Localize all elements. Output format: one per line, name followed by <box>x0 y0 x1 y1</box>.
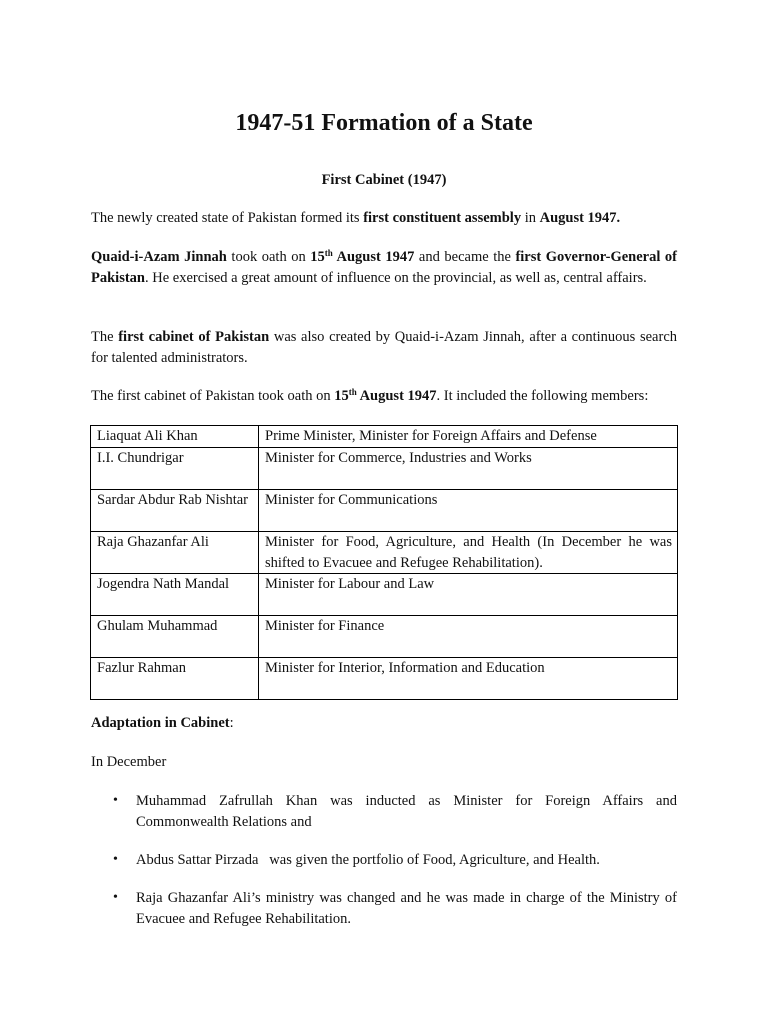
table-row <box>91 426 678 448</box>
member-name-cell: Fazlur Rahman <box>91 658 259 700</box>
member-name-cell: I.I. Chundrigar <box>91 447 259 489</box>
text-run: was also created by Quaid-i-Azam Jinnah, after a continuous search for talented administrators. <box>91 329 678 366</box>
member-portfolio-cell: Minister for Communications <box>259 489 678 531</box>
text-run: The first cabinet of Pakistan took oath on <box>91 388 335 404</box>
member-name-cell: Ghulam Muhammad <box>91 616 259 658</box>
paragraph-cabinet-oath <box>91 386 677 407</box>
member-name-cell: Raja Ghazanfar Ali <box>91 531 259 574</box>
member-name-cell: Sardar Abdur Rab Nishtar <box>91 489 259 531</box>
text-run: and became the <box>414 249 516 265</box>
section-heading-adaptation <box>91 713 677 734</box>
member-portfolio-cell: Minister for Food, Agriculture, and Health (In December he was shifted to Evacuee and Refugee Rehabilitation). <box>259 531 678 574</box>
date-rest: August 1947 <box>356 388 437 404</box>
paragraph-constituent-assembly <box>91 208 677 229</box>
date-day: 15 <box>310 249 325 265</box>
table-row <box>91 531 678 574</box>
bold-run: first constituent assembly <box>363 210 522 226</box>
date-day: 15 <box>334 388 349 404</box>
member-portfolio-cell: Prime Minister, Minister for Foreign Affairs and Defense <box>259 426 678 448</box>
list-item-text: Raja Ghazanfar Ali’s ministry was changed and he was made in charge of the Ministry of Evacuee and Refugee Rehabilitation. <box>136 890 677 927</box>
bold-run: first cabinet of Pakistan <box>118 329 270 345</box>
bullet-icon: • <box>113 890 118 905</box>
bullet-icon: • <box>113 793 118 808</box>
table-row <box>91 489 678 531</box>
text-run: took oath on <box>226 249 311 265</box>
ordinal-suffix: th <box>324 248 333 258</box>
text-run: : <box>229 715 234 731</box>
member-portfolio-cell: Minister for Interior, Information and Education <box>259 658 678 700</box>
text-run: . It included the following members: <box>436 388 649 404</box>
member-portfolio-cell: Minister for Finance <box>259 616 678 658</box>
list-item-text: Muhammad Zafrullah Khan was inducted as Minister for Foreign Affairs and Commonwealth Relations and <box>136 793 677 830</box>
list-item-text: Abdus Sattar Pirzada was given the portfolio of Food, Agriculture, and Health. <box>136 852 600 868</box>
member-name-cell: Liaquat Ali Khan <box>91 426 259 448</box>
table-row <box>91 447 678 489</box>
paragraph-in-december: In December <box>91 754 167 770</box>
date-rest: August 1947 <box>332 249 415 265</box>
bold-run <box>310 249 414 265</box>
bold-run: Quaid-i-Azam Jinnah <box>91 249 227 265</box>
table-row <box>91 616 678 658</box>
member-portfolio-cell: Minister for Commerce, Industries and Works <box>259 447 678 489</box>
member-portfolio-cell: Minister for Labour and Law <box>259 574 678 616</box>
text-run: in <box>521 210 540 226</box>
member-name-cell: Jogendra Nath Mandal <box>91 574 259 616</box>
bullet-icon: • <box>113 852 118 867</box>
table-row <box>91 574 678 616</box>
bold-run: August 1947. <box>539 210 621 226</box>
paragraph-first-cabinet-created <box>91 327 677 368</box>
text-run: The <box>91 329 119 345</box>
ordinal-suffix: th <box>348 387 357 397</box>
cabinet-members-table <box>90 425 678 700</box>
paragraph-jinnah-oath <box>91 247 677 288</box>
page-title: 1947-51 Formation of a State <box>235 110 533 136</box>
table-row <box>91 658 678 700</box>
text-run: The newly created state of Pakistan formed its <box>91 210 364 226</box>
section-heading-first-cabinet: First Cabinet (1947) <box>321 172 447 188</box>
text-run: . He exercised a great amount of influence on the provincial, as well as, central affairs. <box>145 269 647 286</box>
bold-run: first Governor-General of Pakistan <box>91 249 677 286</box>
bold-run <box>334 388 436 404</box>
bold-run: Adaptation in Cabinet <box>91 715 230 731</box>
